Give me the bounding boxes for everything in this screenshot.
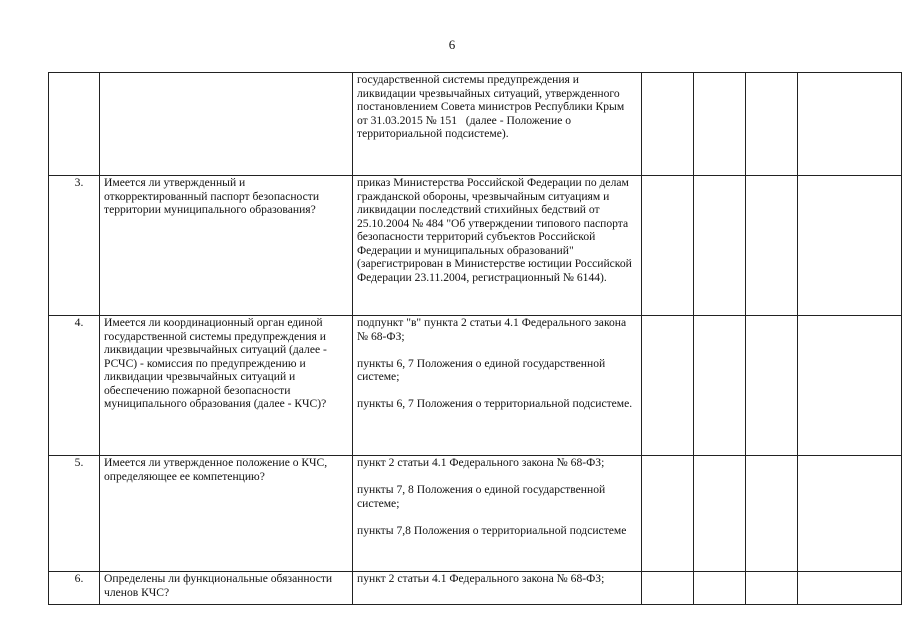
note-cell[interactable] <box>798 73 902 176</box>
answer-na-cell[interactable] <box>746 73 798 176</box>
answer-na-cell[interactable] <box>746 176 798 316</box>
question-text: Определены ли функциональные обязанности членов КЧС? <box>100 572 353 605</box>
table-row <box>49 176 902 316</box>
legal-reference: государственной системы предупреждения и ликвидации чрезвычайных ситуаций, утвержденного постановлением Совета министров Республики Крым от 31.03.2015 № 151 (далее - Положение о территориальной подсистеме). <box>357 73 628 140</box>
answer-na-cell[interactable] <box>746 316 798 456</box>
answer-yes-cell[interactable] <box>642 316 694 456</box>
question-text <box>100 73 353 176</box>
reference-spacer <box>357 384 637 398</box>
legal-reference-cell <box>353 73 642 176</box>
question-text: Имеется ли утвержденный и откорректированный паспорт безопасности территории муниципального образования? <box>100 176 353 316</box>
question-text: Имеется ли утвержденное положение о КЧС, определяющее ее компетенцию? <box>100 456 353 572</box>
row-number: 3. <box>49 176 100 316</box>
reference-spacer <box>357 470 637 484</box>
legal-reference: пункты 7, 8 Положения о единой государственной системе; <box>357 483 609 510</box>
answer-no-cell[interactable] <box>694 176 746 316</box>
answer-no-cell[interactable] <box>694 456 746 572</box>
note-cell[interactable] <box>798 316 902 456</box>
answer-no-cell[interactable] <box>694 73 746 176</box>
answer-yes-cell[interactable] <box>642 176 694 316</box>
checklist-table <box>48 72 902 605</box>
note-cell[interactable] <box>798 176 902 316</box>
note-cell[interactable] <box>798 572 902 605</box>
checklist-rows <box>49 73 902 605</box>
page-number: 6 <box>448 37 456 52</box>
table-row <box>49 456 902 572</box>
answer-yes-cell[interactable] <box>642 73 694 176</box>
answer-na-cell[interactable] <box>746 572 798 605</box>
legal-reference-cell <box>353 456 642 572</box>
legal-reference: пункты 6, 7 Положения о единой государственной системе; <box>357 356 609 383</box>
legal-reference: приказ Министерства Российской Федерации по делам гражданской обороны, чрезвычайным ситуациям и ликвидации последствий стихийных бедствий от 25.10.2004 № 484 "Об утверждении типового паспорта безопасности территорий субъектов Российской Федерации и муниципальных образований" (зарегистрирован в Министерстве юстиции Российской Федерации 23.11.2004, регистрационный № 6144). <box>357 176 635 284</box>
reference-spacer <box>357 343 637 357</box>
reference-spacer <box>357 510 637 524</box>
answer-no-cell[interactable] <box>694 572 746 605</box>
answer-no-cell[interactable] <box>694 316 746 456</box>
row-number: 6. <box>49 572 100 605</box>
table-row <box>49 572 902 605</box>
answer-yes-cell[interactable] <box>642 456 694 572</box>
legal-reference-cell <box>353 572 642 605</box>
answer-yes-cell[interactable] <box>642 572 694 605</box>
table-row <box>49 73 902 176</box>
legal-reference: пункты 7,8 Положения о территориальной подсистеме <box>357 523 627 537</box>
answer-na-cell[interactable] <box>746 456 798 572</box>
legal-reference: пункт 2 статьи 4.1 Федерального закона № 68-ФЗ; <box>357 572 605 585</box>
legal-reference: подпункт "в" пункта 2 статьи 4.1 Федерального закона № 68-ФЗ; <box>357 316 630 343</box>
question-text: Имеется ли координационный орган единой государственной системы предупреждения и ликвидации чрезвычайных ситуаций (далее - РСЧС) - комиссия по предупреждению и ликвидации чрезвычайных ситуаций и обеспечению пожарной безопасности муниципального образования (далее - КЧС)? <box>100 316 353 456</box>
note-cell[interactable] <box>798 456 902 572</box>
table-row <box>49 316 902 456</box>
legal-reference-cell <box>353 176 642 316</box>
row-number: 5. <box>49 456 100 572</box>
row-number: 4. <box>49 316 100 456</box>
legal-reference: пункты 6, 7 Положения о территориальной подсистеме. <box>357 397 633 410</box>
legal-reference: пункт 2 статьи 4.1 Федерального закона № 68-ФЗ; <box>357 456 605 469</box>
legal-reference-cell <box>353 316 642 456</box>
row-number <box>49 73 100 176</box>
